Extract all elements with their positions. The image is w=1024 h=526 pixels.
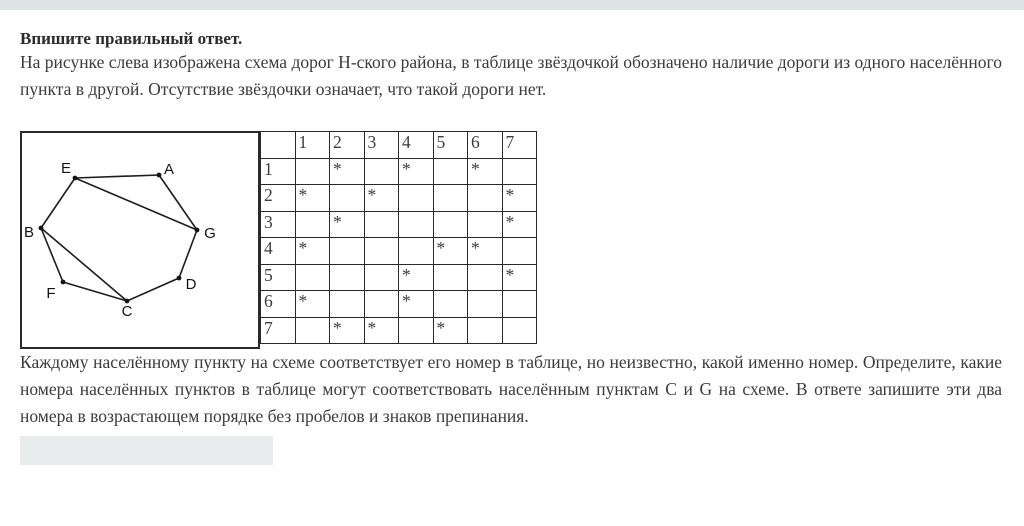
empty-cell [399, 238, 434, 265]
city-dot-F [61, 280, 66, 285]
road-star-cell: * [433, 317, 468, 344]
row-header-cell: 3 [261, 211, 296, 238]
column-header-cell: 7 [502, 132, 537, 159]
table-row [261, 211, 537, 238]
empty-cell [295, 317, 330, 344]
table-row [261, 185, 537, 212]
empty-cell [502, 158, 537, 185]
column-header-cell: 5 [433, 132, 468, 159]
table-row [261, 158, 537, 185]
empty-cell [399, 317, 434, 344]
city-label-G: G [204, 225, 216, 242]
empty-cell [364, 264, 399, 291]
road-edge-BF [41, 228, 63, 282]
road-star-cell: * [295, 185, 330, 212]
adjacency-table [260, 131, 537, 344]
column-header-cell: 2 [330, 132, 365, 159]
empty-cell [468, 185, 503, 212]
city-label-F: F [46, 285, 56, 302]
empty-cell [364, 211, 399, 238]
empty-cell [295, 264, 330, 291]
empty-cell [468, 317, 503, 344]
table-row [261, 291, 537, 318]
column-header-cell: 1 [295, 132, 330, 159]
graph-svg [22, 133, 258, 347]
empty-cell [364, 291, 399, 318]
empty-cell [399, 211, 434, 238]
column-header-cell: 4 [399, 132, 434, 159]
road-star-cell: * [502, 211, 537, 238]
column-header-cell: 3 [364, 132, 399, 159]
empty-cell [330, 291, 365, 318]
row-header-cell: 1 [261, 158, 296, 185]
city-dot-D [177, 276, 182, 281]
road-star-cell: * [330, 158, 365, 185]
empty-cell [468, 264, 503, 291]
empty-cell [433, 211, 468, 238]
empty-cell [364, 158, 399, 185]
city-label-A: A [163, 161, 175, 178]
city-label-B: B [23, 224, 35, 241]
empty-cell [330, 185, 365, 212]
road-star-cell: * [468, 158, 503, 185]
column-header-cell [261, 132, 296, 159]
page-title: Впишите правильный ответ. [20, 29, 243, 48]
empty-cell [433, 185, 468, 212]
road-star-cell: * [295, 291, 330, 318]
empty-cell [399, 185, 434, 212]
road-star-cell: * [295, 238, 330, 265]
road-star-cell: * [502, 185, 537, 212]
road-star-cell: * [399, 264, 434, 291]
empty-cell [433, 158, 468, 185]
answer-input[interactable] [20, 436, 273, 465]
empty-cell [433, 291, 468, 318]
road-edge-CD [127, 278, 179, 301]
city-dot-A [157, 173, 162, 178]
city-label-D: D [185, 276, 197, 293]
empty-cell [330, 264, 365, 291]
task-figure [20, 131, 1002, 349]
road-scheme-box [20, 131, 260, 349]
empty-cell [364, 238, 399, 265]
road-star-cell: * [364, 317, 399, 344]
empty-cell [502, 238, 537, 265]
top-bar [0, 0, 1024, 10]
task-intro-paragraph: На рисунке слева изображена схема дорог Н-ского района, в таблице звёздочкой обозначено наличие дороги из одного населённого пункта в другой. Отсутствие звёздочки означает, что такой дороги нет. [20, 52, 1002, 99]
city-dot-E [73, 176, 78, 181]
row-header-cell: 4 [261, 238, 296, 265]
empty-cell [468, 291, 503, 318]
road-star-cell: * [399, 291, 434, 318]
road-star-cell: * [399, 158, 434, 185]
road-edge-EA [75, 175, 159, 178]
table-row [261, 317, 537, 344]
city-label-C: C [121, 303, 133, 320]
row-header-cell: 5 [261, 264, 296, 291]
empty-cell [433, 264, 468, 291]
road-star-cell: * [330, 211, 365, 238]
road-star-cell: * [364, 185, 399, 212]
road-star-cell: * [330, 317, 365, 344]
row-header-cell: 2 [261, 185, 296, 212]
empty-cell [468, 211, 503, 238]
column-header-cell: 6 [468, 132, 503, 159]
table-row [261, 264, 537, 291]
road-star-cell: * [502, 264, 537, 291]
task-question-paragraph: Каждому населённому пункту на схеме соответствует его номер в таблице, но неизвестно, какой именно номер. Определите, какие номера населённых пунктов в таблице могут соответствовать населённым пунктам C и G на схеме. В ответе запишите эти два номера в возрастающем порядке без пробелов и знаков препинания. [20, 352, 1002, 426]
table-row [261, 238, 537, 265]
road-edge-FC [63, 282, 127, 301]
row-header-cell: 7 [261, 317, 296, 344]
city-dot-G [195, 228, 200, 233]
table-row [261, 132, 537, 159]
road-edge-DG [179, 230, 197, 278]
row-header-cell: 6 [261, 291, 296, 318]
city-dot-B [39, 226, 44, 231]
empty-cell [330, 238, 365, 265]
road-star-cell: * [468, 238, 503, 265]
road-star-cell: * [433, 238, 468, 265]
empty-cell [295, 211, 330, 238]
empty-cell [295, 158, 330, 185]
road-edge-EB [41, 178, 75, 228]
empty-cell [502, 317, 537, 344]
task-content [0, 29, 1024, 465]
city-label-E: E [60, 160, 72, 177]
empty-cell [502, 291, 537, 318]
